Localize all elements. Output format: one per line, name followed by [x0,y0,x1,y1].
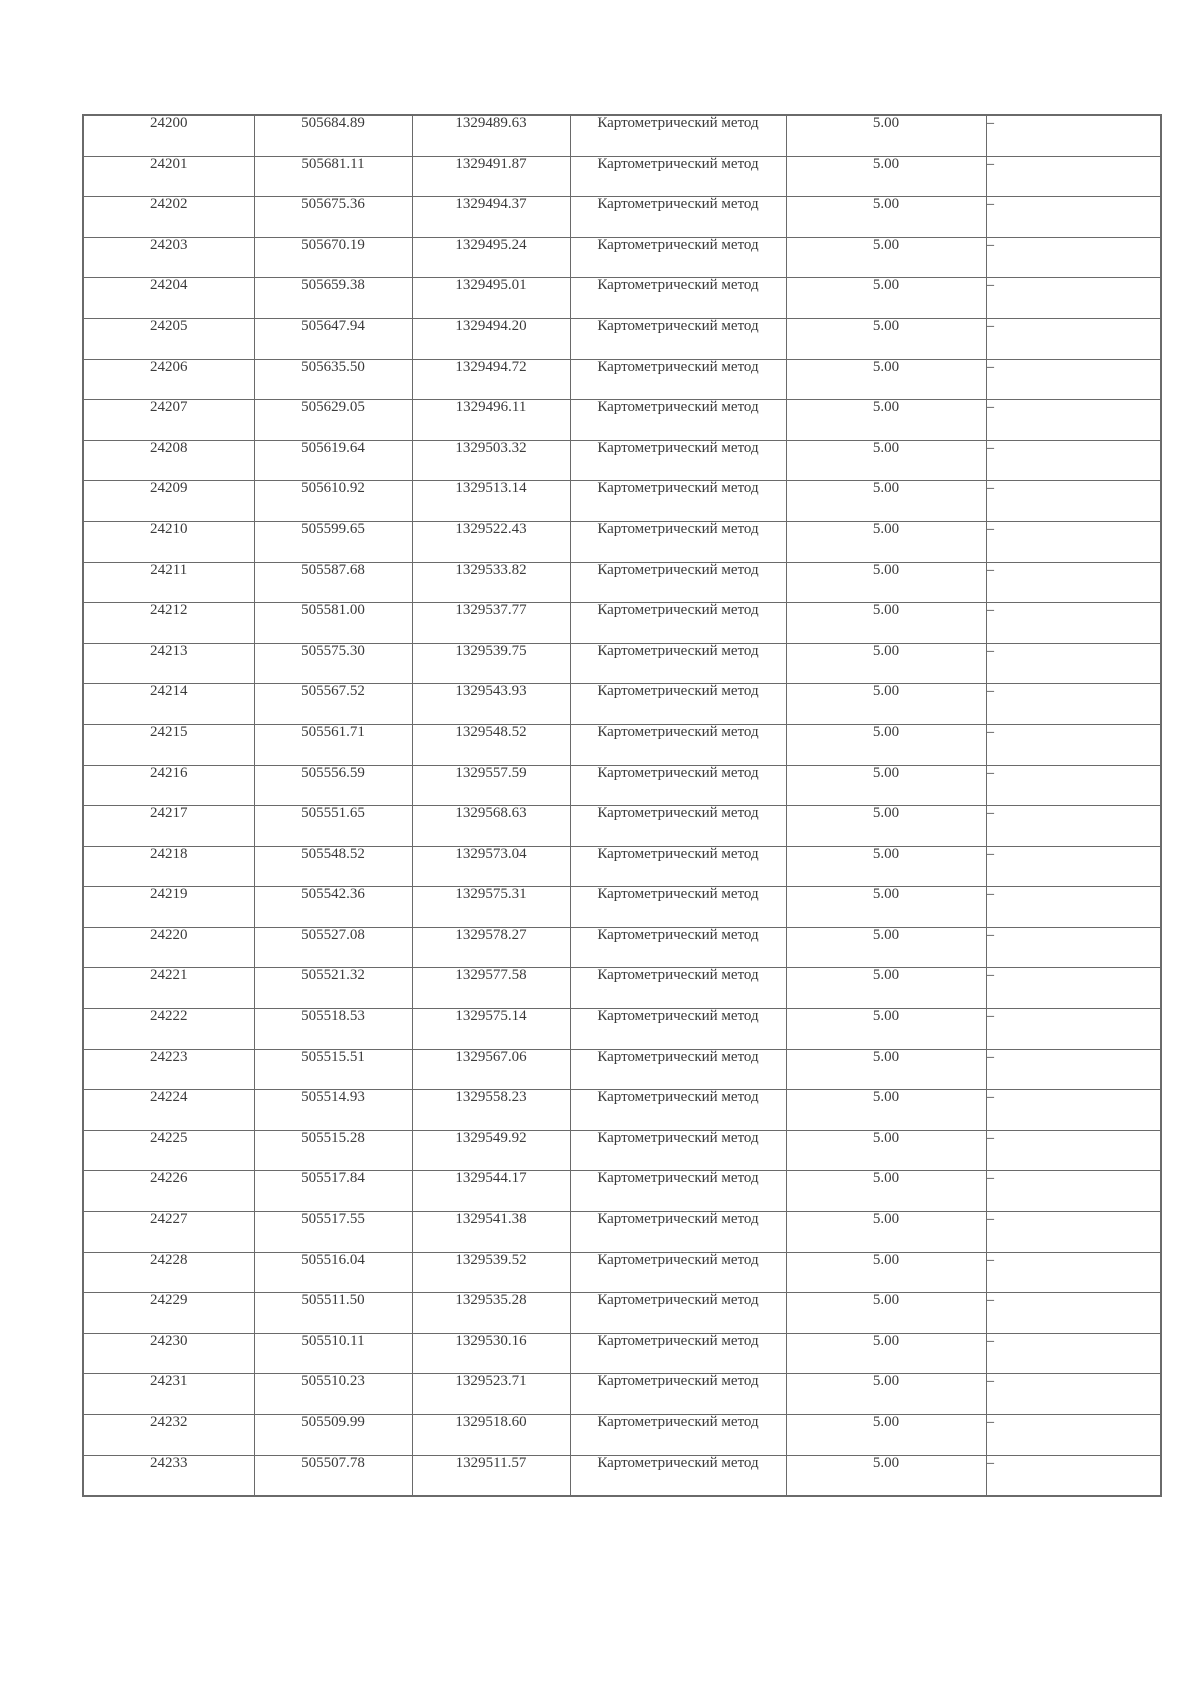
method-cell: Картометрический метод [570,359,786,400]
note-cell: – [986,1415,1161,1456]
method-cell: Картометрический метод [570,1049,786,1090]
point-number-cell: 24202 [83,197,254,238]
table-row [83,684,1161,725]
x-coordinate-cell: 505510.23 [254,1374,412,1415]
table-row [83,927,1161,968]
y-coordinate-cell: 1329537.77 [412,603,570,644]
y-coordinate-cell: 1329575.31 [412,887,570,928]
y-coordinate-cell: 1329567.06 [412,1049,570,1090]
point-number-cell: 24217 [83,806,254,847]
accuracy-cell: 5.00 [786,115,986,156]
note-cell: – [986,359,1161,400]
x-coordinate-cell: 505521.32 [254,968,412,1009]
x-coordinate-cell: 505548.52 [254,846,412,887]
table-row [83,724,1161,765]
accuracy-cell: 5.00 [786,1130,986,1171]
method-cell: Картометрический метод [570,237,786,278]
point-number-cell: 24203 [83,237,254,278]
method-cell: Картометрический метод [570,156,786,197]
table-row [83,521,1161,562]
note-cell: – [986,603,1161,644]
method-cell: Картометрический метод [570,1293,786,1334]
point-number-cell: 24226 [83,1171,254,1212]
accuracy-cell: 5.00 [786,1009,986,1050]
table-row [83,887,1161,928]
table-row [83,1049,1161,1090]
accuracy-cell: 5.00 [786,1374,986,1415]
accuracy-cell: 5.00 [786,643,986,684]
method-cell: Картометрический метод [570,440,786,481]
x-coordinate-cell: 505551.65 [254,806,412,847]
accuracy-cell: 5.00 [786,1212,986,1253]
table-row [83,115,1161,156]
table-row [83,765,1161,806]
x-coordinate-cell: 505567.52 [254,684,412,725]
table-row [83,156,1161,197]
accuracy-cell: 5.00 [786,562,986,603]
y-coordinate-cell: 1329541.38 [412,1212,570,1253]
note-cell: – [986,440,1161,481]
note-cell: – [986,400,1161,441]
method-cell: Картометрический метод [570,1130,786,1171]
table-row [83,481,1161,522]
x-coordinate-cell: 505675.36 [254,197,412,238]
accuracy-cell: 5.00 [786,521,986,562]
note-cell: – [986,765,1161,806]
method-cell: Картометрический метод [570,603,786,644]
note-cell: – [986,1455,1161,1496]
accuracy-cell: 5.00 [786,1293,986,1334]
method-cell: Картометрический метод [570,1171,786,1212]
x-coordinate-cell: 505527.08 [254,927,412,968]
method-cell: Картометрический метод [570,1090,786,1131]
y-coordinate-cell: 1329575.14 [412,1009,570,1050]
method-cell: Картометрический метод [570,400,786,441]
accuracy-cell: 5.00 [786,197,986,238]
accuracy-cell: 5.00 [786,846,986,887]
method-cell: Картометрический метод [570,481,786,522]
note-cell: – [986,156,1161,197]
note-cell: – [986,197,1161,238]
note-cell: – [986,846,1161,887]
method-cell: Картометрический метод [570,684,786,725]
table-row [83,1212,1161,1253]
point-number-cell: 24207 [83,400,254,441]
note-cell: – [986,562,1161,603]
y-coordinate-cell: 1329539.75 [412,643,570,684]
x-coordinate-cell: 505511.50 [254,1293,412,1334]
accuracy-cell: 5.00 [786,156,986,197]
x-coordinate-cell: 505670.19 [254,237,412,278]
y-coordinate-cell: 1329503.32 [412,440,570,481]
x-coordinate-cell: 505681.11 [254,156,412,197]
point-number-cell: 24201 [83,156,254,197]
point-number-cell: 24222 [83,1009,254,1050]
table-row [83,1252,1161,1293]
y-coordinate-cell: 1329495.24 [412,237,570,278]
note-cell: – [986,1293,1161,1334]
method-cell: Картометрический метод [570,115,786,156]
method-cell: Картометрический метод [570,1333,786,1374]
table-row [83,1293,1161,1334]
accuracy-cell: 5.00 [786,968,986,1009]
table-row [83,440,1161,481]
note-cell: – [986,806,1161,847]
accuracy-cell: 5.00 [786,1455,986,1496]
method-cell: Картометрический метод [570,1252,786,1293]
x-coordinate-cell: 505509.99 [254,1415,412,1456]
table-row [83,359,1161,400]
point-number-cell: 24215 [83,724,254,765]
accuracy-cell: 5.00 [786,927,986,968]
method-cell: Картометрический метод [570,1374,786,1415]
note-cell: – [986,887,1161,928]
point-number-cell: 24227 [83,1212,254,1253]
point-number-cell: 24218 [83,846,254,887]
x-coordinate-cell: 505514.93 [254,1090,412,1131]
accuracy-cell: 5.00 [786,359,986,400]
x-coordinate-cell: 505515.28 [254,1130,412,1171]
method-cell: Картометрический метод [570,197,786,238]
y-coordinate-cell: 1329543.93 [412,684,570,725]
accuracy-cell: 5.00 [786,278,986,319]
note-cell: – [986,643,1161,684]
point-number-cell: 24211 [83,562,254,603]
x-coordinate-cell: 505517.84 [254,1171,412,1212]
note-cell: – [986,115,1161,156]
method-cell: Картометрический метод [570,846,786,887]
method-cell: Картометрический метод [570,806,786,847]
table-row [83,1374,1161,1415]
table-row [83,1415,1161,1456]
y-coordinate-cell: 1329495.01 [412,278,570,319]
coordinates-table-body [83,115,1161,1496]
table-row [83,806,1161,847]
point-number-cell: 24225 [83,1130,254,1171]
point-number-cell: 24231 [83,1374,254,1415]
y-coordinate-cell: 1329530.16 [412,1333,570,1374]
y-coordinate-cell: 1329557.59 [412,765,570,806]
accuracy-cell: 5.00 [786,887,986,928]
note-cell: – [986,1171,1161,1212]
accuracy-cell: 5.00 [786,1049,986,1090]
point-number-cell: 24229 [83,1293,254,1334]
accuracy-cell: 5.00 [786,1415,986,1456]
point-number-cell: 24233 [83,1455,254,1496]
table-row [83,197,1161,238]
x-coordinate-cell: 505542.36 [254,887,412,928]
point-number-cell: 24220 [83,927,254,968]
accuracy-cell: 5.00 [786,481,986,522]
x-coordinate-cell: 505515.51 [254,1049,412,1090]
point-number-cell: 24230 [83,1333,254,1374]
x-coordinate-cell: 505507.78 [254,1455,412,1496]
point-number-cell: 24228 [83,1252,254,1293]
method-cell: Картометрический метод [570,521,786,562]
table-row [83,603,1161,644]
note-cell: – [986,1333,1161,1374]
accuracy-cell: 5.00 [786,765,986,806]
y-coordinate-cell: 1329549.92 [412,1130,570,1171]
table-row [83,1333,1161,1374]
y-coordinate-cell: 1329491.87 [412,156,570,197]
accuracy-cell: 5.00 [786,1171,986,1212]
x-coordinate-cell: 505610.92 [254,481,412,522]
y-coordinate-cell: 1329577.58 [412,968,570,1009]
method-cell: Картометрический метод [570,1009,786,1050]
accuracy-cell: 5.00 [786,440,986,481]
note-cell: – [986,684,1161,725]
point-number-cell: 24212 [83,603,254,644]
note-cell: – [986,1049,1161,1090]
point-number-cell: 24221 [83,968,254,1009]
method-cell: Картометрический метод [570,927,786,968]
accuracy-cell: 5.00 [786,318,986,359]
y-coordinate-cell: 1329523.71 [412,1374,570,1415]
accuracy-cell: 5.00 [786,1090,986,1131]
accuracy-cell: 5.00 [786,400,986,441]
method-cell: Картометрический метод [570,765,786,806]
y-coordinate-cell: 1329548.52 [412,724,570,765]
note-cell: – [986,1090,1161,1131]
point-number-cell: 24213 [83,643,254,684]
table-row [83,643,1161,684]
y-coordinate-cell: 1329518.60 [412,1415,570,1456]
y-coordinate-cell: 1329558.23 [412,1090,570,1131]
table-row [83,1171,1161,1212]
y-coordinate-cell: 1329489.63 [412,115,570,156]
table-row [83,562,1161,603]
point-number-cell: 24216 [83,765,254,806]
note-cell: – [986,1252,1161,1293]
y-coordinate-cell: 1329568.63 [412,806,570,847]
method-cell: Картометрический метод [570,887,786,928]
x-coordinate-cell: 505581.00 [254,603,412,644]
x-coordinate-cell: 505518.53 [254,1009,412,1050]
x-coordinate-cell: 505647.94 [254,318,412,359]
accuracy-cell: 5.00 [786,603,986,644]
note-cell: – [986,481,1161,522]
method-cell: Картометрический метод [570,1455,786,1496]
x-coordinate-cell: 505556.59 [254,765,412,806]
y-coordinate-cell: 1329535.28 [412,1293,570,1334]
y-coordinate-cell: 1329578.27 [412,927,570,968]
point-number-cell: 24205 [83,318,254,359]
x-coordinate-cell: 505684.89 [254,115,412,156]
table-row [83,1455,1161,1496]
point-number-cell: 24210 [83,521,254,562]
note-cell: – [986,318,1161,359]
coordinates-table [82,114,1162,1497]
table-row [83,237,1161,278]
accuracy-cell: 5.00 [786,684,986,725]
x-coordinate-cell: 505619.64 [254,440,412,481]
note-cell: – [986,278,1161,319]
x-coordinate-cell: 505587.68 [254,562,412,603]
note-cell: – [986,1130,1161,1171]
x-coordinate-cell: 505516.04 [254,1252,412,1293]
x-coordinate-cell: 505635.50 [254,359,412,400]
table-row [83,1090,1161,1131]
y-coordinate-cell: 1329539.52 [412,1252,570,1293]
note-cell: – [986,724,1161,765]
y-coordinate-cell: 1329513.14 [412,481,570,522]
table-row [83,1130,1161,1171]
y-coordinate-cell: 1329494.20 [412,318,570,359]
table-row [83,1009,1161,1050]
y-coordinate-cell: 1329522.43 [412,521,570,562]
x-coordinate-cell: 505510.11 [254,1333,412,1374]
x-coordinate-cell: 505517.55 [254,1212,412,1253]
point-number-cell: 24209 [83,481,254,522]
y-coordinate-cell: 1329494.72 [412,359,570,400]
x-coordinate-cell: 505659.38 [254,278,412,319]
x-coordinate-cell: 505561.71 [254,724,412,765]
point-number-cell: 24204 [83,278,254,319]
method-cell: Картометрический метод [570,968,786,1009]
accuracy-cell: 5.00 [786,806,986,847]
x-coordinate-cell: 505599.65 [254,521,412,562]
note-cell: – [986,927,1161,968]
method-cell: Картометрический метод [570,562,786,603]
table-row [83,318,1161,359]
note-cell: – [986,521,1161,562]
point-number-cell: 24208 [83,440,254,481]
y-coordinate-cell: 1329544.17 [412,1171,570,1212]
note-cell: – [986,237,1161,278]
accuracy-cell: 5.00 [786,724,986,765]
table-row [83,968,1161,1009]
accuracy-cell: 5.00 [786,237,986,278]
method-cell: Картометрический метод [570,278,786,319]
point-number-cell: 24206 [83,359,254,400]
y-coordinate-cell: 1329533.82 [412,562,570,603]
y-coordinate-cell: 1329573.04 [412,846,570,887]
x-coordinate-cell: 505629.05 [254,400,412,441]
y-coordinate-cell: 1329496.11 [412,400,570,441]
table-row [83,278,1161,319]
note-cell: – [986,968,1161,1009]
method-cell: Картометрический метод [570,724,786,765]
accuracy-cell: 5.00 [786,1333,986,1374]
point-number-cell: 24200 [83,115,254,156]
note-cell: – [986,1009,1161,1050]
point-number-cell: 24223 [83,1049,254,1090]
note-cell: – [986,1374,1161,1415]
method-cell: Картометрический метод [570,643,786,684]
note-cell: – [986,1212,1161,1253]
point-number-cell: 24224 [83,1090,254,1131]
method-cell: Картометрический метод [570,318,786,359]
accuracy-cell: 5.00 [786,1252,986,1293]
y-coordinate-cell: 1329494.37 [412,197,570,238]
point-number-cell: 24232 [83,1415,254,1456]
table-row [83,400,1161,441]
method-cell: Картометрический метод [570,1415,786,1456]
point-number-cell: 24219 [83,887,254,928]
method-cell: Картометрический метод [570,1212,786,1253]
x-coordinate-cell: 505575.30 [254,643,412,684]
point-number-cell: 24214 [83,684,254,725]
y-coordinate-cell: 1329511.57 [412,1455,570,1496]
table-row [83,846,1161,887]
